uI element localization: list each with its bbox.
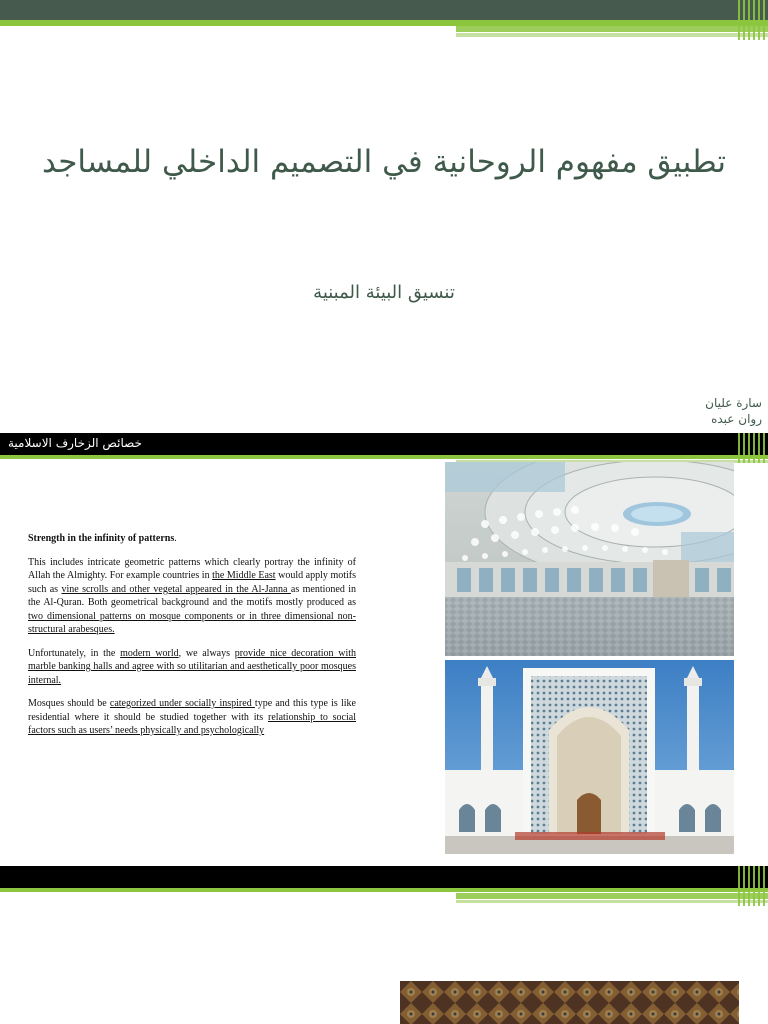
p2-underline-2: provide nice decoration with marble banking halls and agree with so utilitarian and aesthetically poor mosques internal.: [28, 647, 356, 686]
mosque-facade-photo: [445, 660, 734, 854]
p3-underline-1: categorized under socially inspired: [109, 698, 255, 709]
p1-text-2: would apply motifs such as: [28, 570, 357, 595]
body-heading-text: Strength in the infinity of patterns: [28, 533, 175, 544]
p1-underline-1: the Middle East: [212, 570, 276, 581]
p1-text-3: as mentioned in the Al-Quran. Both geometrical background and the motifs mostly produced as: [28, 583, 356, 608]
header-band-green-secondary: [456, 26, 768, 32]
p1-text-1: This includes intricate geometric patterns which clearly portray the infinity of Allah the Almighty. For example countries in: [28, 556, 356, 581]
slide3-bar-green: [0, 888, 768, 892]
ornamental-ceiling-photo: [400, 981, 739, 1024]
paragraph-2: [28, 647, 356, 688]
slide-title: تطبيق مفهوم الروحانية في التصميم الداخلي للمساجد: [41, 144, 727, 180]
author-name-1: سارة عليان: [705, 396, 762, 410]
p2-text-1: Unfortunately, in the: [28, 647, 121, 659]
p1-underline-2: vine scrolls and other vegetal appeared in the Al-Janna: [61, 583, 291, 595]
mosque-interior-photo: [445, 462, 734, 656]
p3-text-2: type and this type is like residential where it should be studied together with its: [28, 698, 356, 723]
header-stripes: [738, 0, 768, 40]
slide3-bar-green-tertiary: [456, 900, 768, 903]
slide3-bar: [0, 866, 768, 888]
p2-text-2: , we always: [178, 647, 235, 659]
mosque-interior-illustration: [445, 462, 734, 656]
slide3-bar-green-secondary: [456, 893, 768, 899]
body-heading-suffix: .: [174, 533, 177, 544]
section-bar-stripes: [738, 433, 768, 463]
slide3-bar-stripes: [738, 866, 768, 906]
p3-text-1: Mosques should be: [28, 698, 110, 709]
section-bar-green: [0, 455, 768, 459]
header-band-green-tertiary: [456, 33, 768, 37]
section-bar-label: خصائص الزخارف الاسلامية: [8, 436, 142, 450]
paragraph-3: [28, 697, 356, 738]
slide-subtitle: تنسيق البيئة المبنية: [313, 282, 455, 303]
p1-underline-3: two dimensional patterns on mosque components or in three dimensional non-structural arabesques.: [28, 610, 356, 635]
p2-underline-1: modern world: [120, 647, 179, 659]
body-text: [28, 532, 356, 748]
p3-underline-2: relationship to social factors such as users’ needs physically and psychologically: [28, 711, 356, 736]
author-name-2: روان عبده: [711, 412, 762, 426]
header-band-dark: [0, 0, 768, 20]
body-heading: [28, 532, 356, 546]
mosque-facade-illustration: [445, 660, 734, 854]
paragraph-1: [28, 556, 356, 637]
ornamental-ceiling-illustration: [400, 981, 739, 1024]
